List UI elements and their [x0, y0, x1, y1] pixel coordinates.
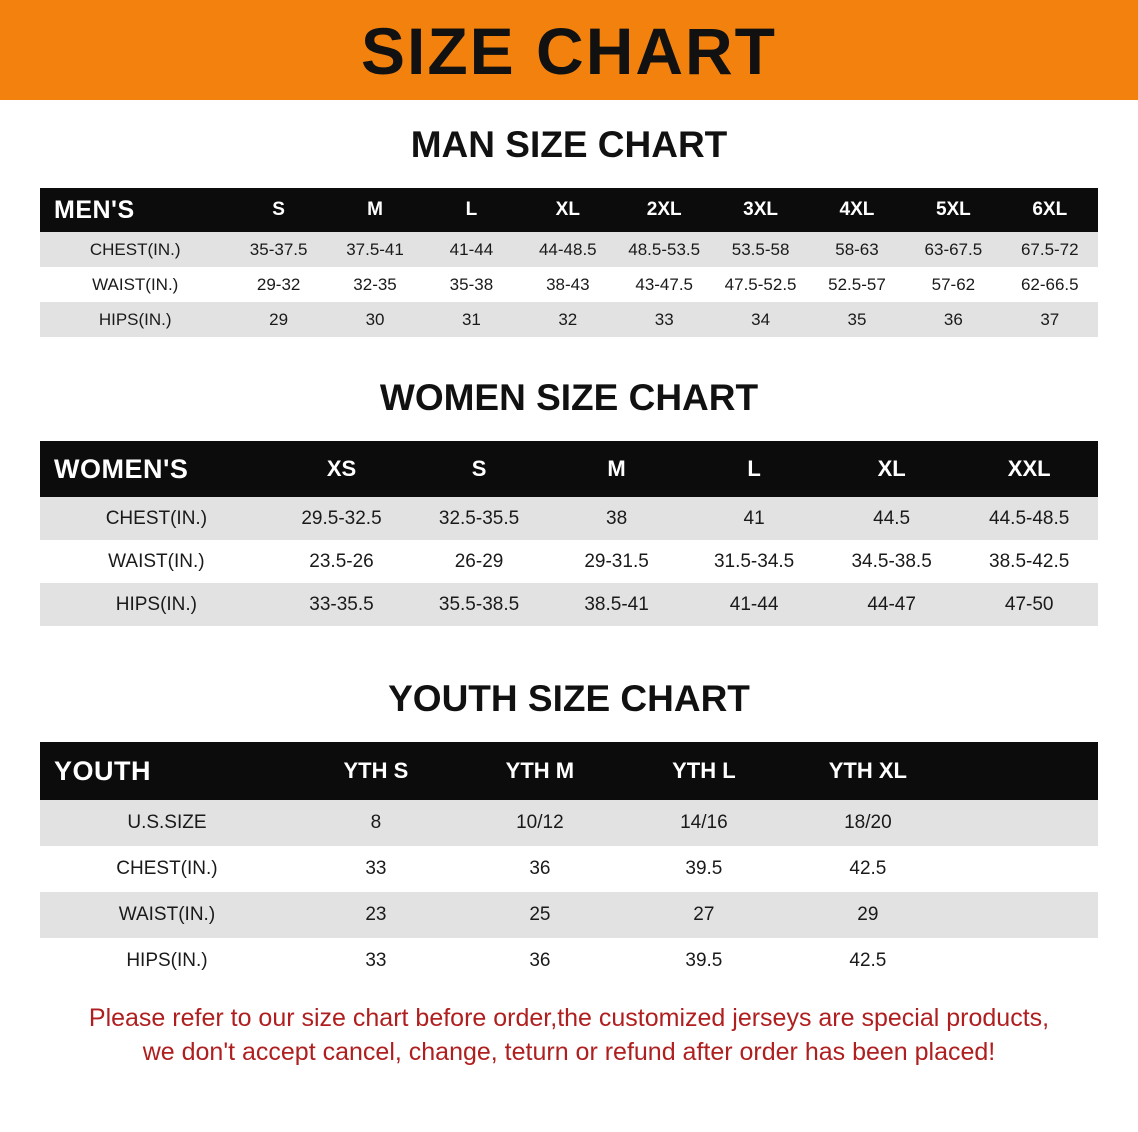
- man-cell-1-2: 35-38: [423, 267, 519, 302]
- man-cell-0-1: 37.5-41: [327, 232, 423, 267]
- table-header-row: [40, 742, 1098, 800]
- youth-cell-0-spacer: [950, 800, 1098, 846]
- youth-table-head: [40, 742, 1098, 800]
- man-cell-2-1: 30: [327, 302, 423, 337]
- women-cell-1-3: 31.5-34.5: [685, 540, 823, 583]
- man-cell-2-2: 31: [423, 302, 519, 337]
- man-table-body: [40, 232, 1098, 337]
- women-table-head: [40, 441, 1098, 497]
- man-table-head: [40, 188, 1098, 232]
- man-cell-1-0: 29-32: [230, 267, 326, 302]
- women-cell-0-1: 32.5-35.5: [410, 497, 548, 540]
- man-cell-2-7: 36: [905, 302, 1001, 337]
- youth-table-wrap: [0, 742, 1138, 984]
- women-cell-2-5: 47-50: [960, 583, 1098, 626]
- women-cell-2-3: 41-44: [685, 583, 823, 626]
- youth-cell-0-3: 18/20: [786, 800, 950, 846]
- youth-col-0: YTH S: [294, 742, 458, 800]
- youth-cell-0-2: 14/16: [622, 800, 786, 846]
- youth-col-2: YTH L: [622, 742, 786, 800]
- women-cell-1-5: 38.5-42.5: [960, 540, 1098, 583]
- women-cell-2-4: 44-47: [823, 583, 961, 626]
- women-cell-0-3: 41: [685, 497, 823, 540]
- youth-cell-3-1: 36: [458, 938, 622, 984]
- table-header-row: [40, 441, 1098, 497]
- youth-section-title: YOUTH SIZE CHART: [388, 678, 750, 719]
- man-cell-1-8: 62-66.5: [1002, 267, 1098, 302]
- man-cell-2-6: 35: [809, 302, 905, 337]
- youth-row-2-label: WAIST(IN.): [40, 892, 294, 938]
- youth-cell-1-3: 42.5: [786, 846, 950, 892]
- man-cell-2-5: 34: [712, 302, 808, 337]
- youth-cell-0-0: 8: [294, 800, 458, 846]
- man-col-0: S: [230, 188, 326, 232]
- youth-cell-1-1: 36: [458, 846, 622, 892]
- man-col-6: 4XL: [809, 188, 905, 232]
- youth-cell-1-spacer: [950, 846, 1098, 892]
- youth-header-label: YOUTH: [40, 742, 294, 800]
- youth-row-3-label: HIPS(IN.): [40, 938, 294, 984]
- man-cell-1-3: 38-43: [520, 267, 616, 302]
- youth-row-0-label: U.S.SIZE: [40, 800, 294, 846]
- youth-col-spacer: [950, 742, 1098, 800]
- table-row: [40, 540, 1098, 583]
- man-size-table: [40, 188, 1098, 337]
- youth-cell-3-spacer: [950, 938, 1098, 984]
- women-cell-2-0: 33-35.5: [273, 583, 411, 626]
- women-cell-2-2: 38.5-41: [548, 583, 686, 626]
- man-row-1-label: WAIST(IN.): [40, 267, 230, 302]
- youth-col-3: YTH XL: [786, 742, 950, 800]
- women-cell-0-0: 29.5-32.5: [273, 497, 411, 540]
- man-cell-1-5: 47.5-52.5: [712, 267, 808, 302]
- man-col-3: XL: [520, 188, 616, 232]
- man-cell-0-0: 35-37.5: [230, 232, 326, 267]
- man-cell-2-4: 33: [616, 302, 712, 337]
- man-cell-0-3: 44-48.5: [520, 232, 616, 267]
- table-row: [40, 800, 1098, 846]
- man-cell-0-4: 48.5-53.5: [616, 232, 712, 267]
- youth-cell-2-2: 27: [622, 892, 786, 938]
- youth-cell-1-0: 33: [294, 846, 458, 892]
- youth-cell-1-2: 39.5: [622, 846, 786, 892]
- women-cell-1-0: 23.5-26: [273, 540, 411, 583]
- women-col-1: S: [410, 441, 548, 497]
- women-cell-0-5: 44.5-48.5: [960, 497, 1098, 540]
- youth-table-body: [40, 800, 1098, 984]
- table-row: [40, 892, 1098, 938]
- women-cell-1-4: 34.5-38.5: [823, 540, 961, 583]
- youth-cell-2-spacer: [950, 892, 1098, 938]
- man-col-5: 3XL: [712, 188, 808, 232]
- women-table-wrap: [0, 441, 1138, 626]
- man-header-label: MEN'S: [40, 188, 230, 232]
- disclaimer-note: [0, 984, 1138, 1070]
- man-cell-1-4: 43-47.5: [616, 267, 712, 302]
- man-cell-2-8: 37: [1002, 302, 1098, 337]
- page-title: SIZE CHART: [361, 14, 777, 88]
- women-cell-1-2: 29-31.5: [548, 540, 686, 583]
- table-row: [40, 846, 1098, 892]
- table-row: [40, 232, 1098, 267]
- youth-cell-2-0: 23: [294, 892, 458, 938]
- women-col-2: M: [548, 441, 686, 497]
- man-cell-2-0: 29: [230, 302, 326, 337]
- page-banner: [0, 0, 1138, 100]
- youth-cell-3-3: 42.5: [786, 938, 950, 984]
- youth-cell-3-2: 39.5: [622, 938, 786, 984]
- table-row: [40, 938, 1098, 984]
- youth-row-1-label: CHEST(IN.): [40, 846, 294, 892]
- man-table-wrap: [0, 188, 1138, 337]
- man-cell-0-5: 53.5-58: [712, 232, 808, 267]
- table-header-row: [40, 188, 1098, 232]
- table-row: [40, 497, 1098, 540]
- women-row-1-label: WAIST(IN.): [40, 540, 273, 583]
- man-row-0-label: CHEST(IN.): [40, 232, 230, 267]
- disclaimer-line-1: Please refer to our size chart before order,the customized jerseys are special products,: [88, 1004, 1050, 1032]
- youth-cell-2-1: 25: [458, 892, 622, 938]
- women-cell-0-2: 38: [548, 497, 686, 540]
- youth-cell-3-0: 33: [294, 938, 458, 984]
- women-col-4: XL: [823, 441, 961, 497]
- man-cell-2-3: 32: [520, 302, 616, 337]
- women-cell-2-1: 35.5-38.5: [410, 583, 548, 626]
- man-cell-0-2: 41-44: [423, 232, 519, 267]
- disclaimer-line-2: we don't accept cancel, change, teturn or refund after order has been placed!: [142, 1037, 996, 1066]
- man-row-2-label: HIPS(IN.): [40, 302, 230, 337]
- man-col-1: M: [327, 188, 423, 232]
- women-section-title: WOMEN SIZE CHART: [379, 377, 759, 418]
- women-col-0: XS: [273, 441, 411, 497]
- table-row: [40, 267, 1098, 302]
- women-cell-1-1: 26-29: [410, 540, 548, 583]
- man-col-8: 6XL: [1002, 188, 1098, 232]
- women-col-5: XXL: [960, 441, 1098, 497]
- table-row: [40, 583, 1098, 626]
- man-cell-0-7: 63-67.5: [905, 232, 1001, 267]
- women-row-0-label: CHEST(IN.): [40, 497, 273, 540]
- youth-cell-0-1: 10/12: [458, 800, 622, 846]
- women-header-label: WOMEN'S: [40, 441, 273, 497]
- man-cell-0-6: 58-63: [809, 232, 905, 267]
- women-table-body: [40, 497, 1098, 626]
- table-row: [40, 302, 1098, 337]
- women-size-table: [40, 441, 1098, 626]
- man-cell-1-1: 32-35: [327, 267, 423, 302]
- man-cell-0-8: 67.5-72: [1002, 232, 1098, 267]
- man-section-title: MAN SIZE CHART: [410, 124, 728, 165]
- youth-col-1: YTH M: [458, 742, 622, 800]
- man-cell-1-6: 52.5-57: [809, 267, 905, 302]
- women-row-2-label: HIPS(IN.): [40, 583, 273, 626]
- youth-cell-2-3: 29: [786, 892, 950, 938]
- man-col-4: 2XL: [616, 188, 712, 232]
- women-cell-0-4: 44.5: [823, 497, 961, 540]
- man-col-2: L: [423, 188, 519, 232]
- women-col-3: L: [685, 441, 823, 497]
- youth-size-table: [40, 742, 1098, 984]
- man-col-7: 5XL: [905, 188, 1001, 232]
- man-cell-1-7: 57-62: [905, 267, 1001, 302]
